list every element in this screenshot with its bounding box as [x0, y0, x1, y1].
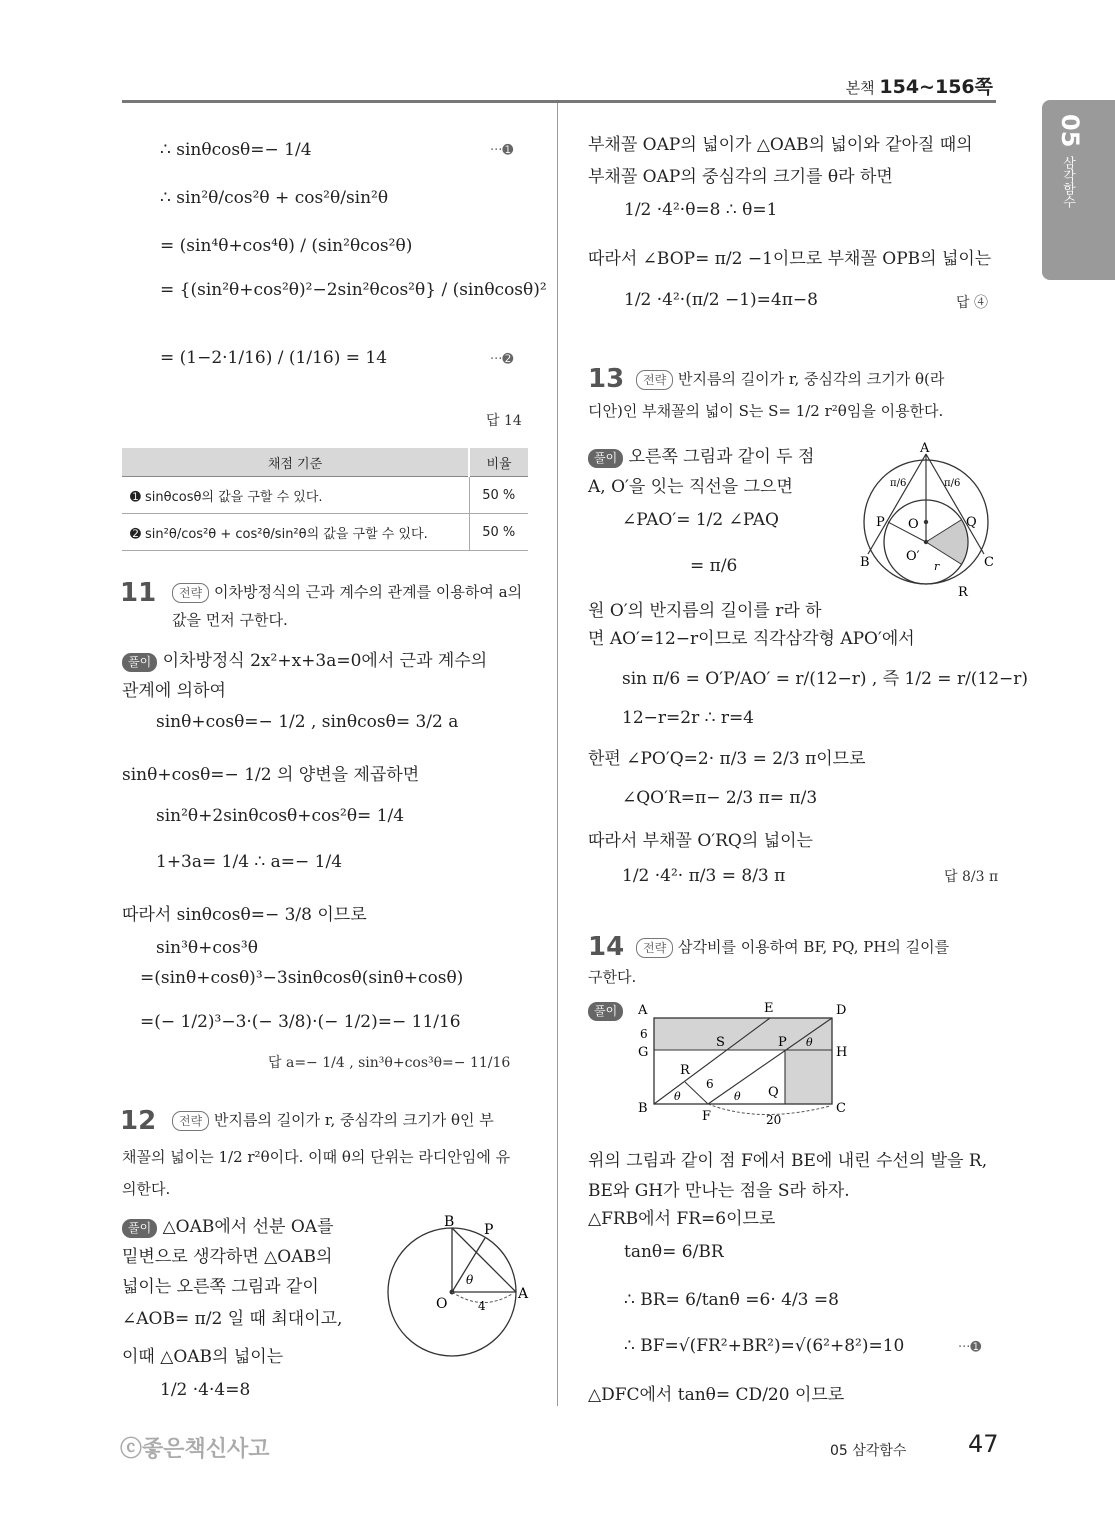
math-line: =(sinθ+cosθ)³−3sinθcosθ(sinθ+cosθ)	[140, 968, 464, 988]
label-theta: θ	[466, 1273, 474, 1287]
label-o: O	[436, 1296, 448, 1312]
table-row	[122, 477, 528, 514]
label-pi-over-6-left: π/6	[890, 478, 907, 489]
solution-line: A, O′을 잇는 직선을 그으면	[588, 477, 793, 497]
label-six-fr: 6	[706, 1077, 714, 1091]
solution-line: ∠AOB= π/2 일 때 최대이고,	[122, 1309, 343, 1329]
label-r: R	[958, 585, 968, 600]
figure-inscribed-circle	[858, 440, 998, 600]
label-p: P	[778, 1035, 787, 1050]
strategy-text	[636, 932, 949, 962]
strategy-content: 이차방정식의 근과 계수의 관계를 이용하여 a의 값을 먼저 구한다.	[172, 583, 523, 629]
label-theta-p: θ	[806, 1036, 813, 1049]
answer: 답 8/3 π	[944, 869, 999, 885]
label-q: Q	[966, 515, 977, 530]
label-radius-r: r	[934, 560, 940, 573]
solution-badge: 풀이	[122, 653, 157, 672]
math-line: sin³θ+cos³θ	[156, 938, 258, 958]
strategy-content: 삼각비를 이용하여 BF, PQ, PH의 길이를	[677, 938, 950, 956]
solution-line: BE와 GH가 만나는 점을 S라 하자.	[588, 1181, 850, 1201]
strategy-content: 반지름의 길이가 r, 중심각의 크기가 θ(라	[677, 370, 945, 388]
figure-circle-oab	[382, 1212, 542, 1382]
table-cell: ➋ sin²θ/cos²θ + cos²θ/sin²θ의 값을 구할 수 있다.	[122, 514, 469, 551]
text-line: 부채꼴 OAP의 넓이가 △OAB의 넓이와 같아질 때의	[588, 135, 973, 155]
strategy-text	[172, 578, 530, 634]
answer: 답 14	[486, 413, 522, 429]
solution-line: 면 AO′=12−r이므로 직각삼각형 APO′에서	[588, 629, 915, 649]
table-row	[122, 514, 528, 551]
strategy-text: 의한다.	[122, 1180, 171, 1198]
label-a: A	[638, 1003, 648, 1018]
step-marker: ···➊	[958, 1340, 982, 1355]
strategy-content: 반지름의 길이가 r, 중심각의 크기가 θ인 부	[213, 1111, 494, 1129]
strategy-badge: 전략	[636, 938, 673, 958]
page-reference	[846, 72, 993, 99]
step-marker: ···➋	[490, 352, 514, 367]
math-line: 한편 ∠PO′Q=2· π/3 = 2/3 π이므로	[588, 749, 866, 769]
math-line: = {(sin²θ+cos²θ)²−2sin²θcos²θ} / (sinθcosθ)²	[160, 280, 547, 300]
strategy-badge: 전략	[172, 1111, 209, 1131]
label-o: O	[908, 517, 919, 532]
math-line: △DFC에서 tanθ= CD/20 이므로	[588, 1385, 845, 1405]
side-tab-title: 삼각함수	[1060, 156, 1075, 208]
table-cell: 50 %	[469, 514, 528, 551]
answer: 답 a=− 1/4 , sin³θ+cos³θ=− 11/16	[268, 1055, 511, 1071]
math-line: 12−r=2r ∴ r=4	[622, 708, 754, 728]
table-cell: 50 %	[469, 477, 528, 514]
label-pi-over-6-right: π/6	[944, 478, 961, 489]
math-line: = (sin⁴θ+cos⁴θ) / (sin²θcos²θ)	[160, 236, 413, 256]
strategy-text: 구한다.	[588, 968, 637, 986]
top-rule	[122, 100, 996, 103]
math-line: 1/2 ·4²·θ=8 ∴ θ=1	[624, 200, 778, 220]
label-p: P	[876, 515, 885, 530]
chapter-side-tab[interactable]	[1042, 100, 1115, 280]
math-line: 1+3a= 1/4 ∴ a=− 1/4	[156, 852, 343, 872]
math-line: sinθ+cosθ=− 1/2 , sinθcosθ= 3/2 a	[156, 712, 459, 732]
label-b: B	[860, 555, 870, 570]
label-o-prime: O′	[906, 549, 920, 564]
math-line: 1/2 ·4²· π/3 = 8/3 π	[622, 866, 786, 886]
label-q: Q	[768, 1085, 779, 1100]
footer-chapter: 05 삼각함수	[830, 1443, 907, 1459]
problem-number: 14	[588, 932, 625, 962]
strategy-text: 디안)인 부채꼴의 넓이 S는 S= 1/2 r²θ임을 이용한다.	[588, 402, 944, 420]
math-line: ∴ sinθcosθ=− 1/4	[160, 140, 312, 160]
strategy-badge: 전략	[636, 370, 673, 390]
page-number: 47	[968, 1430, 999, 1458]
math-line: 따라서 sinθcosθ=− 3/8 이므로	[122, 905, 367, 925]
grading-table	[122, 448, 528, 551]
side-tab-number: 05	[1056, 114, 1084, 148]
label-e: E	[764, 1001, 774, 1016]
label-a: A	[920, 441, 930, 456]
label-p: P	[484, 1222, 494, 1238]
label-b: B	[444, 1214, 455, 1230]
solution-line: 밑변으로 생각하면 △OAB의	[122, 1247, 333, 1267]
solution-badge: 풀이	[588, 1002, 623, 1021]
math-line: ∠PAO′= 1/2 ∠PAQ	[622, 510, 779, 530]
label-twenty: 20	[766, 1113, 782, 1127]
math-line: ∠QO′R=π− 2/3 π= π/3	[622, 788, 818, 808]
label-six-ag: 6	[640, 1027, 648, 1041]
math-line: ∴ BF=√(FR²+BR²)=√(6²+8²)=10	[624, 1336, 905, 1356]
label-theta-f: θ	[734, 1090, 741, 1103]
math-line: sin²θ+2sinθcosθ+cos²θ= 1/4	[156, 806, 405, 826]
math-line: =(− 1/2)³−3·(− 3/8)·(− 1/2)=− 11/16	[140, 1012, 461, 1032]
math-line: 1/2 ·4²·(π/2 −1)=4π−8	[624, 290, 818, 310]
problem-number: 13	[588, 364, 625, 394]
strategy-text	[172, 1106, 530, 1134]
solution-line	[122, 1212, 334, 1238]
solution-line	[588, 442, 814, 468]
solution-badge-wrap	[588, 1000, 623, 1021]
solution-line: △FRB에서 FR=6이므로	[588, 1209, 776, 1229]
solution-line: 이때 △OAB의 넓이는	[122, 1347, 284, 1367]
label-b: B	[638, 1101, 648, 1116]
math-line: = π/6	[690, 556, 738, 576]
solution-text: 이차방정식 2x²+x+3a=0에서 근과 계수의	[162, 651, 488, 671]
text-line: 부채꼴 OAP의 중심각의 크기를 θ라 하면	[588, 167, 893, 187]
label-s: S	[716, 1035, 725, 1050]
label-r: R	[680, 1063, 690, 1078]
strategy-text	[636, 364, 944, 394]
math-line: sinθ+cosθ=− 1/2 의 양변을 제곱하면	[122, 765, 420, 785]
table-cell: ➊ sinθcosθ의 값을 구할 수 있다.	[122, 477, 469, 514]
table-header-ratio: 비율	[469, 448, 528, 477]
ref-prefix: 본책	[845, 79, 875, 97]
math-line: sin π/6 = O′P/AO′ = r/(12−r) , 즉 1/2 = r/(12−r)	[622, 669, 1029, 689]
solution-text: 오른쪽 그림과 같이 두 점	[628, 447, 815, 467]
label-g: G	[638, 1045, 649, 1060]
answer: 답 ④	[956, 295, 988, 311]
label-a: A	[518, 1286, 529, 1302]
step-marker: ···➊	[490, 143, 514, 158]
problem-number: 12	[120, 1106, 157, 1136]
math-line: ∴ BR= 6/tanθ =6· 4/3 =8	[624, 1290, 839, 1310]
solution-line: 위의 그림과 같이 점 F에서 BE에 내린 수선의 발을 R,	[588, 1151, 988, 1171]
solution-line	[122, 646, 487, 672]
math-line: = (1−2·1/16) / (1/16) = 14	[160, 348, 388, 368]
solution-line: 관계에 의하여	[122, 681, 226, 701]
label-c: C	[984, 555, 994, 570]
math-line: ∴ sin²θ/cos²θ + cos²θ/sin²θ	[160, 188, 389, 208]
solution-badge: 풀이	[122, 1219, 157, 1238]
figure-rectangle-parallelogram	[630, 996, 860, 1128]
label-d: D	[836, 1003, 847, 1018]
strategy-badge: 전략	[172, 583, 209, 603]
label-h: H	[836, 1045, 848, 1060]
solution-line: 넓이는 오른쪽 그림과 같이	[122, 1277, 319, 1297]
publisher-logo: ⓒ좋은책신사고	[120, 1437, 270, 1462]
label-f: F	[702, 1109, 712, 1124]
label-radius: 4	[478, 1299, 486, 1313]
column-divider	[557, 103, 558, 1406]
strategy-text: 채꼴의 넓이는 1/2 r²θ이다. 이때 θ의 단위는 라디안임에 유	[122, 1148, 511, 1166]
solution-line: 원 O′의 반지름의 길이를 r라 하	[588, 601, 822, 621]
math-line: tanθ= 6/BR	[624, 1242, 724, 1262]
ref-pages: 154~156쪽	[879, 76, 993, 98]
solution-badge: 풀이	[588, 449, 623, 468]
table-header-criteria: 채점 기준	[122, 448, 469, 477]
math-line: 1/2 ·4·4=8	[160, 1380, 251, 1400]
solution-line: 따라서 부채꼴 O′RQ의 넓이는	[588, 831, 813, 851]
solution-text: △OAB에서 선분 OA를	[162, 1217, 334, 1237]
math-line: 따라서 ∠BOP= π/2 −1이므로 부채꼴 OPB의 넓이는	[588, 249, 992, 269]
label-theta-b: θ	[674, 1090, 681, 1103]
problem-number: 11	[120, 578, 157, 608]
label-c: C	[836, 1101, 846, 1116]
